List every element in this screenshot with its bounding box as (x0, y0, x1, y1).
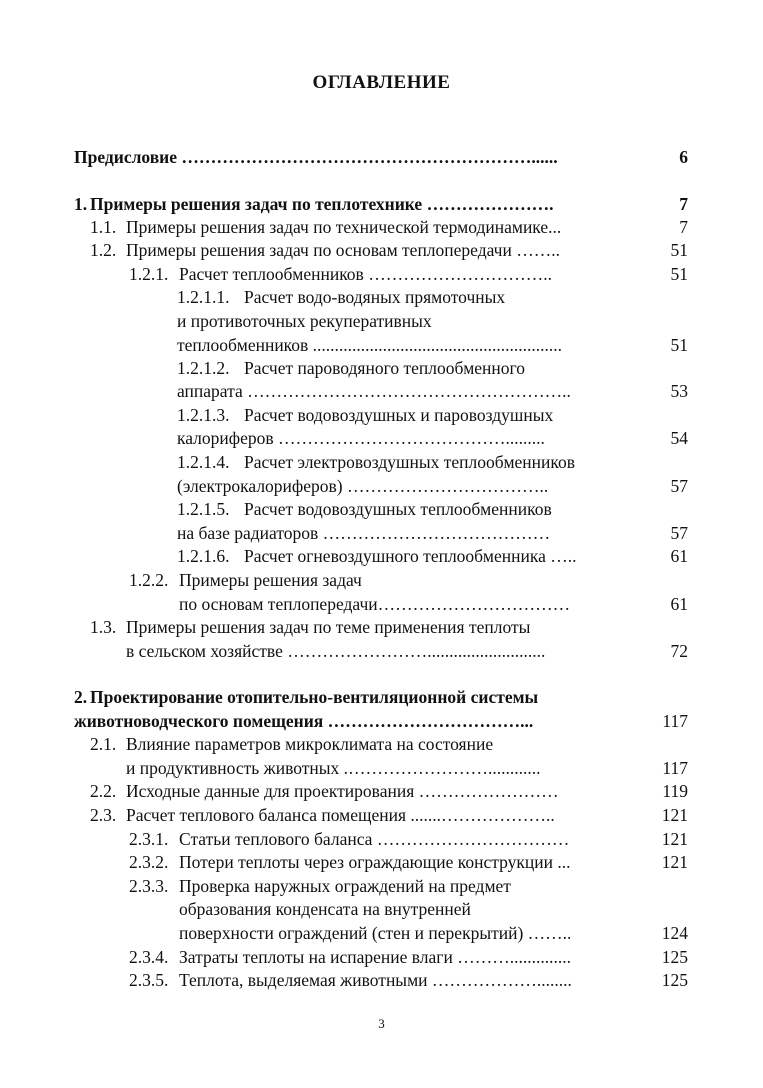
toc-entry-text: и противоточных рекуперативных (177, 311, 432, 331)
toc-entry-text: Исходные данные для проектирования …………………… (126, 781, 559, 801)
toc-entry-text: Проверка наружных ограждений на предмет (179, 876, 511, 896)
toc-entry-page: 61 (670, 594, 688, 614)
toc-entry-page: 125 (661, 970, 688, 990)
toc-entry-page: 121 (661, 805, 688, 825)
toc-entry-1-2-1 (0, 262, 763, 286)
toc-entry-text: Теплота, выделяемая животными ………………........ (179, 970, 572, 990)
toc-entry-text: Примеры решения задач по основам теплопередачи …….. (126, 240, 560, 260)
toc-entry-2-3-5 (0, 968, 763, 992)
toc-entry-page: 117 (662, 758, 688, 778)
toc-entry-number: 2. (74, 687, 88, 707)
toc-entry-chapter-1 (0, 192, 763, 216)
toc-entry-text: Расчет водовоздушных теплообменников (244, 499, 552, 519)
toc-entry-number: 1.2.1. (129, 264, 169, 284)
toc-entry-page: 121 (661, 829, 688, 849)
toc-entry-continuation (0, 521, 763, 545)
toc-entry-text: Примеры решения задач по теплотехнике …………………. (90, 194, 554, 214)
toc-entry-number: 1. (74, 194, 88, 214)
toc-entry-text: Примеры решения задач по технической термодинамике... (126, 217, 562, 237)
toc-entry-2-3-2 (0, 850, 763, 874)
toc-entry-continuation (0, 309, 763, 333)
toc-entry-continuation (0, 592, 763, 616)
toc-entry-2-3-3 (0, 874, 763, 898)
toc-entry-2-3-4 (0, 945, 763, 969)
toc-entry-page: 121 (661, 852, 688, 872)
toc-entry-number: 1.2.1.3. (177, 405, 230, 425)
toc-entry-text: Расчет электровоздушных теплообменников (244, 452, 576, 472)
toc-entry-text: теплообменников ......................................................... (177, 335, 563, 355)
toc-entry-text: Расчет пароводяного теплообменного (244, 358, 526, 378)
toc-entry-1-2 (0, 238, 763, 262)
toc-entry-preface (0, 145, 763, 169)
toc-entry-1-2-1-6 (0, 544, 763, 568)
toc-entry-continuation (0, 897, 763, 921)
toc-entry-page: 119 (662, 781, 688, 801)
toc-entry-number: 2.3.2. (129, 852, 169, 872)
toc-entry-text: Расчет водовоздушных и паровоздушных (244, 405, 554, 425)
toc-entry-page: 54 (670, 428, 688, 448)
toc-entry-continuation (0, 639, 763, 663)
toc-entry-page: 124 (661, 923, 688, 943)
toc-entry-number: 1.2.1.1. (177, 287, 230, 307)
toc-entry-page: 57 (670, 476, 688, 496)
toc-entry-1-1 (0, 215, 763, 239)
toc-entry-text: Расчет теплового баланса помещения .......……………….. (126, 805, 555, 825)
toc-entry-2-2 (0, 779, 763, 803)
toc-entry-page: 6 (679, 147, 688, 167)
toc-entry-number: 1.2. (90, 240, 117, 260)
toc-entry-text: животноводческого помещения ……………………………... (74, 711, 534, 731)
toc-entry-text: Потери теплоты через ограждающие конструкции ... (179, 852, 571, 872)
toc-entry-page: 117 (662, 711, 688, 731)
toc-entry-2-3-1 (0, 827, 763, 851)
toc-entry-text: (электрокалориферов) …………………………….. (177, 476, 549, 496)
toc-entry-continuation (0, 426, 763, 450)
toc-entry-number: 1.2.1.4. (177, 452, 230, 472)
toc-entry-page: 7 (679, 217, 688, 237)
toc-entry-1-2-1-4 (0, 450, 763, 474)
toc-entry-chapter-2 (0, 685, 763, 709)
toc-entry-number: 2.2. (90, 781, 117, 801)
toc-entry-text: по основам теплопередачи…………………………… (179, 594, 571, 614)
toc-entry-text: на базе радиаторов ………………………………… (177, 523, 551, 543)
toc-entry-continuation (0, 921, 763, 945)
toc-entry-page: 125 (661, 947, 688, 967)
toc-entry-2-1 (0, 732, 763, 756)
toc-entry-text: Статьи теплового баланса …………………………… (179, 829, 570, 849)
toc-entry-text: Предисловие ……………………………………………………...... (74, 147, 558, 167)
toc-entry-text: Влияние параметров микроклимата на состояние (126, 734, 494, 754)
toc-entry-number: 1.2.1.2. (177, 358, 230, 378)
toc-entry-number: 1.3. (90, 617, 117, 637)
toc-entry-1-2-2 (0, 568, 763, 592)
toc-entry-page: 61 (670, 546, 688, 566)
toc-entry-number: 2.1. (90, 734, 117, 754)
toc-entry-text: Расчет теплообменников ………………………….. (179, 264, 552, 284)
toc-entry-continuation (0, 756, 763, 780)
toc-entry-number: 2.3.1. (129, 829, 169, 849)
toc-entry-continuation (0, 333, 763, 357)
toc-entry-text: поверхности ограждений (стен и перекрытий) …….. (179, 923, 572, 943)
toc-entry-page: 57 (670, 523, 688, 543)
toc-entry-2-3 (0, 803, 763, 827)
toc-entry-page: 51 (670, 335, 688, 355)
toc-entry-1-3 (0, 615, 763, 639)
toc-entry-text: калориферов …………………………………......... (177, 428, 545, 448)
toc-entry-continuation (0, 379, 763, 403)
toc-entry-text: Расчет огневоздушного теплообменника ….. (244, 546, 577, 566)
toc-entry-continuation (0, 474, 763, 498)
toc-entry-1-2-1-1 (0, 285, 763, 309)
toc-entry-page: 72 (670, 641, 688, 661)
toc-entry-1-2-1-5 (0, 497, 763, 521)
toc-entry-page: 51 (670, 240, 688, 260)
toc-entry-text: Расчет водо-водяных прямоточных (244, 287, 506, 307)
toc-entry-text: аппарата ……………………………………………….. (177, 381, 571, 401)
toc-entry-number: 2.3.5. (129, 970, 169, 990)
page-title: ОГЛАВЛЕНИЕ (312, 72, 451, 93)
toc-entry-1-2-1-3 (0, 403, 763, 427)
toc-entry-1-2-1-2 (0, 356, 763, 380)
toc-entry-number: 2.3.3. (129, 876, 169, 896)
toc-entry-text: в сельском хозяйстве ……………………........................... (126, 641, 546, 661)
toc-entry-number: 1.2.2. (129, 570, 169, 590)
toc-entry-text: Примеры решения задач по теме применения теплоты (126, 617, 531, 637)
toc-entry-text: Проектирование отопительно-вентиляционной системы (90, 687, 539, 707)
toc-entry-text: и продуктивность животных .……………………............ (126, 758, 541, 778)
toc-entry-number: 2.3. (90, 805, 117, 825)
toc-entry-number: 2.3.4. (129, 947, 169, 967)
page-number: 3 (378, 1016, 385, 1031)
toc-entry-page: 7 (679, 194, 688, 214)
toc-entry-number: 1.2.1.6. (177, 546, 230, 566)
toc-entry-number: 1.1. (90, 217, 117, 237)
toc-entry-continuation (0, 709, 763, 733)
toc-entry-text: Примеры решения задач (179, 570, 362, 590)
toc-entry-page: 51 (670, 264, 688, 284)
toc-entry-page: 53 (670, 381, 688, 401)
toc-entry-number: 1.2.1.5. (177, 499, 230, 519)
toc-entry-text: Затраты теплоты на испарение влаги ……….............. (179, 947, 571, 967)
toc-entry-text: образования конденсата на внутренней (179, 899, 471, 919)
